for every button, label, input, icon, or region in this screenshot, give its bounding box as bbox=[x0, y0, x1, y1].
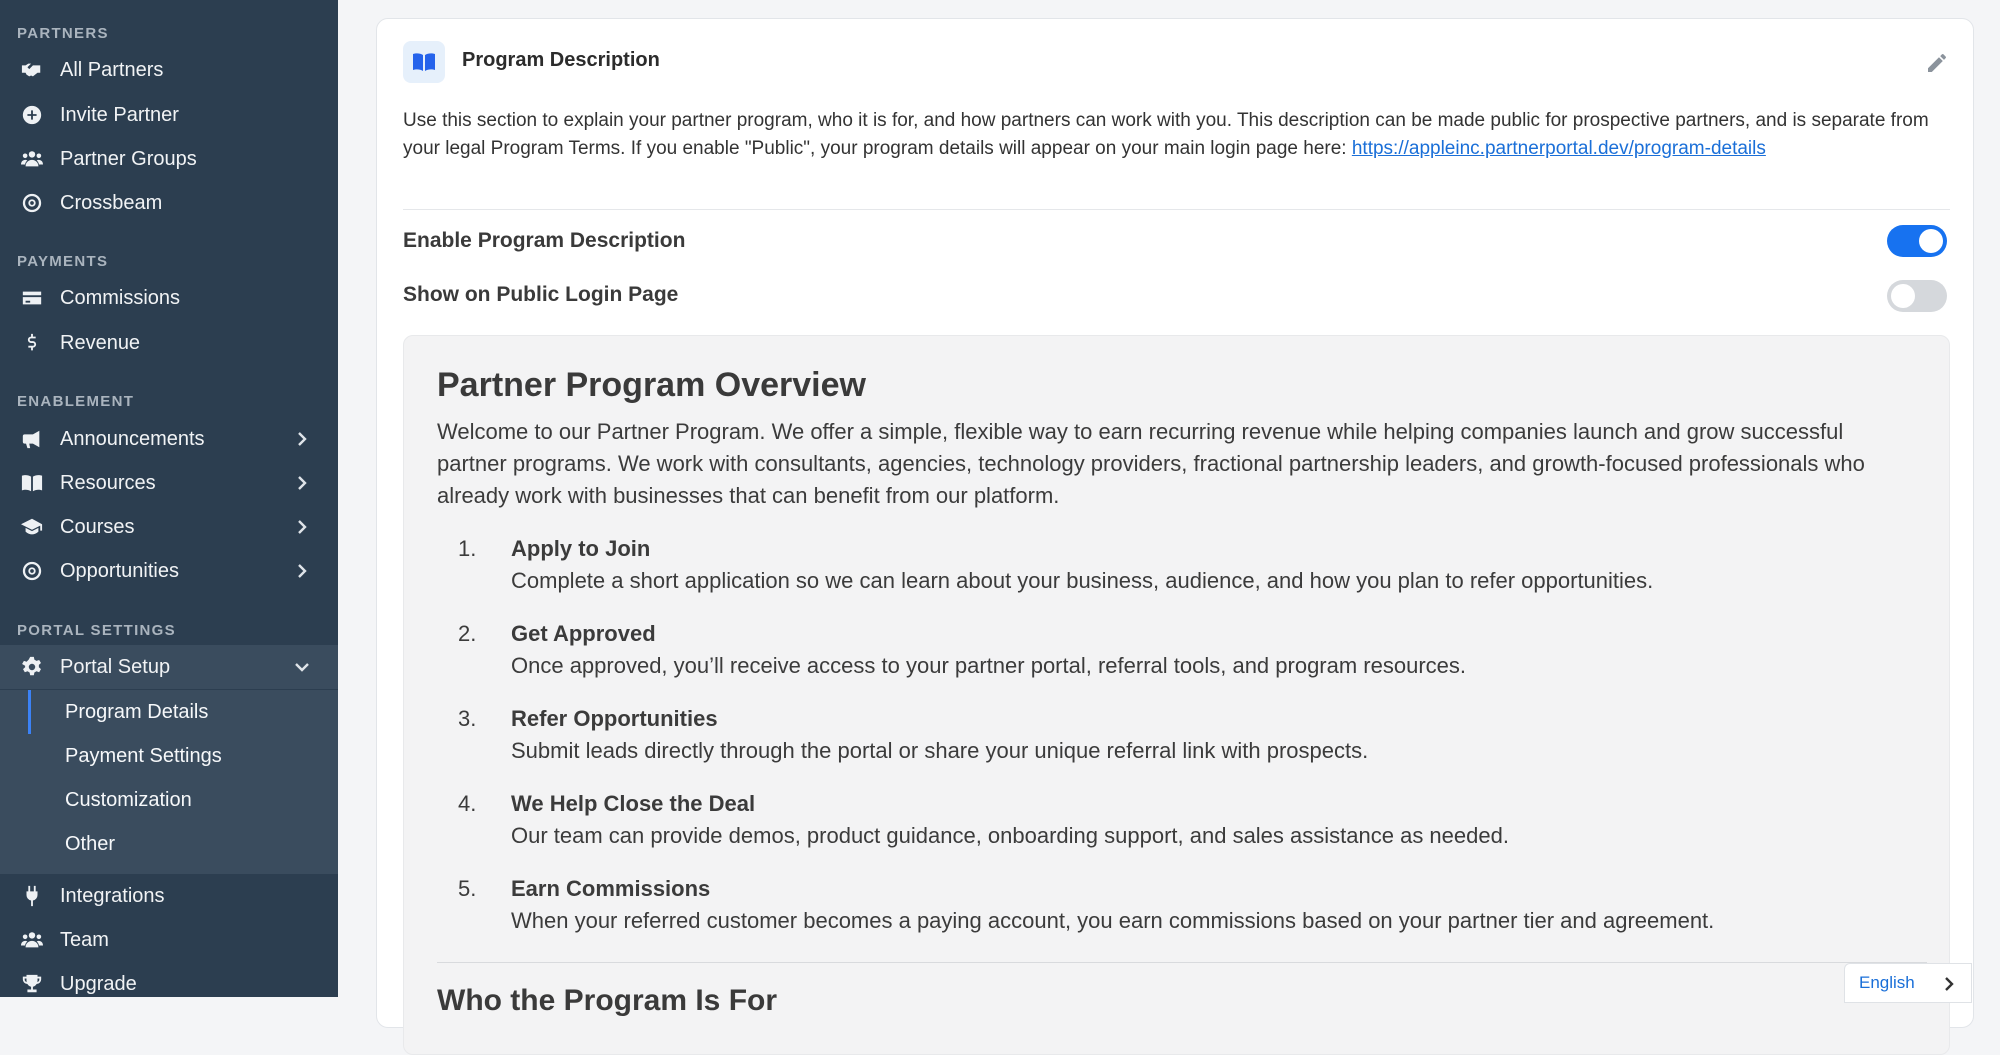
sidebar-item-label: Upgrade bbox=[60, 972, 137, 995]
portal-setup-submenu bbox=[0, 690, 338, 874]
sidebar-subitem-other[interactable]: Other bbox=[65, 832, 116, 855]
target-icon bbox=[21, 560, 43, 582]
gear-icon bbox=[21, 656, 43, 678]
sidebar-item-opportunities[interactable] bbox=[0, 549, 338, 593]
sidebar-item-announcements[interactable] bbox=[0, 417, 338, 461]
sidebar-item-label: Announcements bbox=[60, 427, 205, 450]
step-heading: We Help Close the Deal bbox=[511, 791, 756, 816]
enable-description-label: Enable Program Description bbox=[403, 229, 686, 252]
step-text: Our team can provide demos, product guidance, onboarding support, and sales assistance as needed. bbox=[511, 823, 1509, 848]
card-description bbox=[403, 107, 1943, 163]
step-number: 3. bbox=[458, 706, 477, 731]
step-number: 1. bbox=[458, 536, 477, 561]
users-icon bbox=[21, 148, 43, 170]
sidebar-item-label: Integrations bbox=[60, 884, 165, 907]
sidebar-item-resources[interactable] bbox=[0, 461, 338, 505]
chevron-right-icon bbox=[292, 517, 312, 537]
sidebar-item-label: Portal Setup bbox=[60, 655, 171, 678]
step-heading: Earn Commissions bbox=[511, 876, 711, 901]
sidebar-item-label: All Partners bbox=[60, 58, 164, 81]
chevron-right-icon bbox=[292, 429, 312, 449]
sidebar-item-label: Invite Partner bbox=[60, 103, 179, 126]
plus-circle-icon bbox=[21, 104, 43, 126]
chevron-right-icon bbox=[292, 561, 312, 581]
description-text: Use this section to explain your partner program, who it is for, and how partners can work with you. This description can be made public for prospective partners, and is separate from your legal Program Terms. If you enable "Public", your program details will appear on your main login page here: bbox=[403, 110, 1929, 159]
preview-title: Partner Program Overview bbox=[437, 366, 866, 404]
sidebar-item-team[interactable] bbox=[0, 918, 338, 962]
sidebar-item-all-partners[interactable] bbox=[0, 48, 338, 92]
dollar-icon bbox=[21, 332, 43, 354]
sidebar-item-upgrade[interactable] bbox=[0, 962, 338, 1006]
sidebar-subitem-program-details[interactable]: Program Details bbox=[65, 700, 209, 723]
step-number: 4. bbox=[458, 791, 477, 816]
program-details-link[interactable]: https://appleinc.partnerportal.dev/program-details bbox=[1351, 138, 1766, 159]
divider bbox=[403, 209, 1950, 210]
target-icon bbox=[21, 192, 43, 214]
chevron-right-icon bbox=[292, 473, 312, 493]
sidebar-item-label: Opportunities bbox=[60, 559, 179, 582]
preview-divider bbox=[437, 962, 1927, 963]
pencil-icon[interactable] bbox=[1925, 51, 1949, 75]
sidebar-item-label: Revenue bbox=[60, 331, 141, 354]
plug-icon bbox=[21, 885, 43, 907]
program-description-card bbox=[376, 18, 1974, 1028]
step-text: Once approved, you’ll receive access to your partner portal, referral tools, and program resources. bbox=[511, 653, 1467, 678]
sidebar-item-commissions[interactable] bbox=[0, 276, 338, 320]
sidebar-item-courses[interactable] bbox=[0, 505, 338, 549]
preview-intro: Welcome to our Partner Program. We offer a simple, flexible way to earn recurring revenue while helping companies launch and grow successful partner programs. We work with consultants, agencies, technology providers, fractional partnership leaders, and growth-focused professionals who already work with businesses that can benefit from our platform. bbox=[437, 419, 1865, 508]
graduation-cap-icon bbox=[21, 516, 43, 538]
step-heading: Refer Opportunities bbox=[511, 706, 718, 731]
section-title-portal-settings: PORTAL SETTINGS bbox=[17, 622, 176, 639]
sidebar-item-label: Commissions bbox=[60, 286, 181, 309]
handshake-icon bbox=[21, 59, 43, 81]
sidebar-subitem-customization[interactable]: Customization bbox=[65, 788, 192, 811]
toggle-knob bbox=[1919, 229, 1943, 253]
step-number: 2. bbox=[458, 621, 477, 646]
sidebar-item-crossbeam[interactable] bbox=[0, 181, 338, 225]
book-open-icon bbox=[21, 472, 43, 494]
chevron-right-icon bbox=[1941, 976, 1957, 992]
sidebar-item-revenue[interactable] bbox=[0, 321, 338, 365]
sidebar-subitem-payment-settings[interactable]: Payment Settings bbox=[65, 744, 222, 767]
step-text: Submit leads directly through the portal or share your unique referral link with prospects. bbox=[511, 738, 1369, 763]
section-title-partners: PARTNERS bbox=[17, 25, 109, 42]
section-title-payments: PAYMENTS bbox=[17, 253, 109, 270]
book-open-icon bbox=[403, 41, 445, 83]
toggle-knob bbox=[1891, 284, 1915, 308]
users-icon bbox=[21, 929, 43, 951]
description-preview bbox=[403, 335, 1950, 1055]
step-text: Complete a short application so we can learn about your business, audience, and how you plan to refer opportunities. bbox=[511, 568, 1654, 593]
sidebar-item-label: Partner Groups bbox=[60, 147, 197, 170]
section-title-enablement: ENABLEMENT bbox=[17, 393, 135, 410]
sidebar-item-invite-partner[interactable] bbox=[0, 93, 338, 137]
sidebar-item-label: Courses bbox=[60, 515, 135, 538]
public-login-label: Show on Public Login Page bbox=[403, 283, 679, 306]
language-label: English bbox=[1859, 973, 1915, 992]
step-heading: Get Approved bbox=[511, 621, 656, 646]
step-number: 5. bbox=[458, 876, 477, 901]
step-heading: Apply to Join bbox=[511, 536, 651, 561]
sidebar-item-integrations[interactable] bbox=[0, 874, 338, 918]
preview-subheading: Who the Program Is For bbox=[437, 984, 778, 1017]
enable-description-toggle[interactable] bbox=[1887, 225, 1947, 257]
step-text: When your referred customer becomes a paying account, you earn commissions based on your partner tier and agreement. bbox=[511, 908, 1715, 933]
megaphone-icon bbox=[21, 428, 43, 450]
sidebar-item-partner-groups[interactable] bbox=[0, 137, 338, 181]
public-login-toggle[interactable] bbox=[1887, 280, 1947, 312]
sidebar-item-label: Team bbox=[60, 928, 109, 951]
credit-card-icon bbox=[21, 287, 43, 309]
sidebar-item-label: Crossbeam bbox=[60, 191, 163, 214]
main-content bbox=[338, 0, 2000, 1017]
language-selector[interactable] bbox=[1844, 963, 1972, 1003]
sidebar bbox=[0, 0, 338, 997]
sidebar-item-portal-setup[interactable] bbox=[0, 645, 338, 689]
sidebar-item-label: Resources bbox=[60, 471, 156, 494]
card-title: Program Description bbox=[462, 49, 660, 71]
chevron-down-icon bbox=[292, 657, 312, 677]
trophy-icon bbox=[21, 973, 43, 995]
